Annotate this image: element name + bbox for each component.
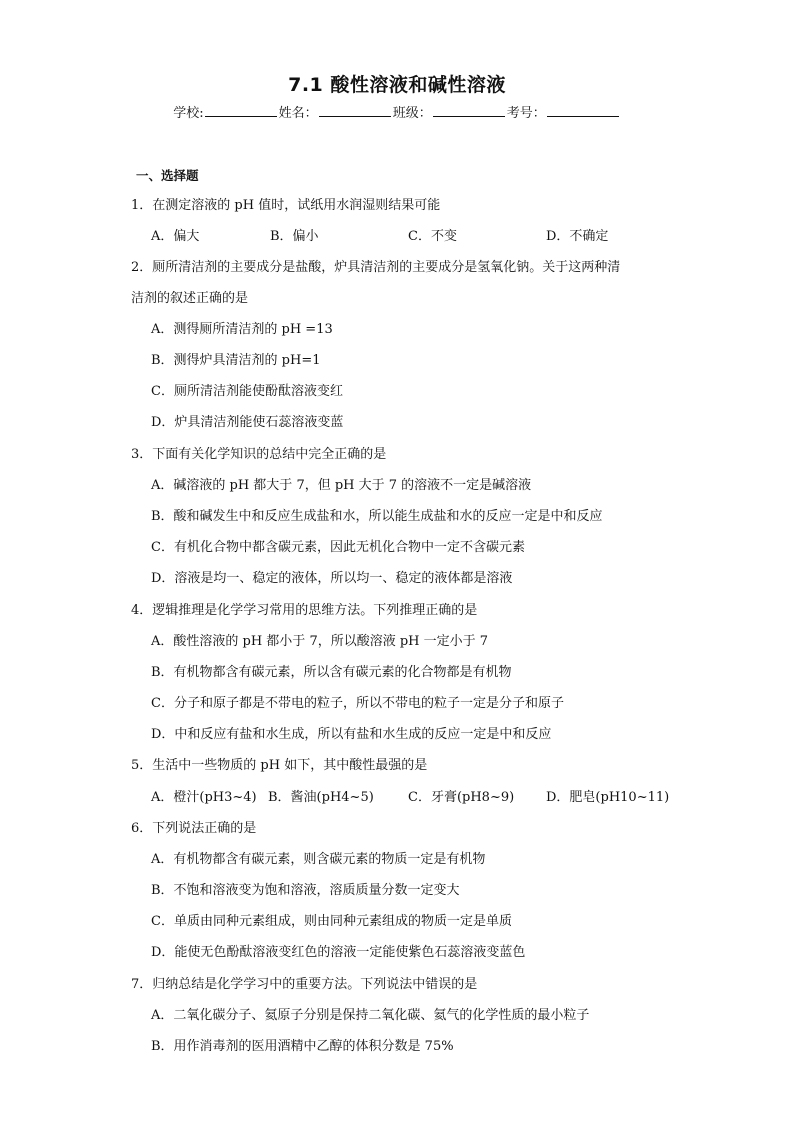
question-4-stem: 4．逻辑推理是化学学习常用的思维方法。下列推理正确的是 [131, 603, 478, 618]
question-5-option-c[interactable]: C．牙膏(pH8~9) [408, 790, 515, 805]
question-2-option-b[interactable]: B．测得炉具清洁剂的 pH=1 [151, 353, 321, 368]
question-6-option-b[interactable]: B．不饱和溶液变为饱和溶液，溶质质量分数一定变大 [151, 883, 460, 898]
student-info-line [0, 102, 794, 121]
question-2-option-c[interactable]: C．厕所清洁剂能使酚酞溶液变红 [151, 384, 343, 399]
question-2-option-a[interactable]: A．测得厕所清洁剂的 pH =13 [151, 322, 333, 337]
school-label: 学校: [173, 106, 204, 121]
question-2-stem-cont: 洁剂的叙述正确的是 [131, 291, 249, 306]
question-6-option-c[interactable]: C．单质由同种元素组成，则由同种元素组成的物质一定是单质 [151, 914, 512, 929]
question-3-option-a[interactable]: A．碱溶液的 pH 都大于 7，但 pH 大于 7 的溶液不一定是碱溶液 [151, 478, 532, 493]
question-6-stem: 6．下列说法正确的是 [131, 821, 257, 836]
question-7-stem: 7．归纳总结是化学学习中的重要方法。下列说法中错误的是 [131, 977, 478, 992]
exam-label: 考号： [506, 106, 546, 121]
question-1-option-a[interactable]: A．偏大 [151, 229, 200, 244]
question-5-option-b[interactable]: B．酱油(pH4~5) [268, 790, 374, 805]
question-4-option-d[interactable]: D．中和反应有盐和水生成，所以有盐和水生成的反应一定是中和反应 [151, 727, 552, 742]
question-4-option-b[interactable]: B．有机物都含有碳元素，所以含有碳元素的化合物都是有机物 [151, 665, 512, 680]
question-6-option-a[interactable]: A．有机物都含有碳元素，则含碳元素的物质一定是有机物 [151, 852, 486, 867]
school-blank[interactable] [205, 104, 277, 117]
question-4-option-c[interactable]: C．分子和原子都是不带电的粒子，所以不带电的粒子一定是分子和原子 [151, 696, 564, 711]
question-1-option-c[interactable]: C．不变 [408, 229, 457, 244]
exam-blank[interactable] [547, 104, 619, 117]
section-heading: 一、选择题 [136, 168, 199, 183]
question-6-option-d[interactable]: D．能使无色酚酞溶液变红色的溶液一定能使紫色石蕊溶液变蓝色 [151, 945, 526, 960]
question-3-stem: 3．下面有关化学知识的总结中完全正确的是 [131, 447, 387, 462]
question-3-option-c[interactable]: C．有机化合物中都含碳元素，因此无机化合物中一定不含碳元素 [151, 540, 525, 555]
question-3-option-b[interactable]: B．酸和碱发生中和反应生成盐和水，所以能生成盐和水的反应一定是中和反应 [151, 509, 603, 524]
name-blank[interactable] [319, 104, 391, 117]
question-1-stem: 1．在测定溶液的 pH 值时，试纸用水润湿则结果可能 [131, 198, 441, 213]
page-title: 7.1 酸性溶液和碱性溶液 [288, 74, 506, 96]
question-2-option-d[interactable]: D．炉具清洁剂能使石蕊溶液变蓝 [151, 415, 344, 430]
question-7-option-b[interactable]: B．用作消毒剂的医用酒精中乙醇的体积分数是 75% [151, 1039, 454, 1054]
question-5-stem: 5．生活中一些物质的 pH 如下，其中酸性最强的是 [131, 758, 428, 773]
question-1-option-d[interactable]: D．不确定 [546, 229, 609, 244]
question-7-option-a[interactable]: A．二氧化碳分子、氦原子分别是保持二氧化碳、氦气的化学性质的最小粒子 [151, 1008, 590, 1023]
class-blank[interactable] [433, 104, 505, 117]
question-5-option-a[interactable]: A．橙汁(pH3~4) [151, 790, 257, 805]
question-4-option-a[interactable]: A．酸性溶液的 pH 都小于 7，所以酸溶液 pH 一定小于 7 [151, 634, 489, 649]
question-1-option-b[interactable]: B．偏小 [270, 229, 319, 244]
question-5-option-d[interactable]: D．肥皂(pH10~11) [546, 790, 670, 805]
question-3-option-d[interactable]: D．溶液是均一、稳定的液体，所以均一、稳定的液体都是溶液 [151, 571, 513, 586]
class-label: 班级： [392, 106, 432, 121]
name-label: 姓名： [278, 106, 318, 121]
question-2-stem: 2．厕所清洁剂的主要成分是盐酸，炉具清洁剂的主要成分是氢氧化钠。关于这两种清 [131, 260, 621, 275]
